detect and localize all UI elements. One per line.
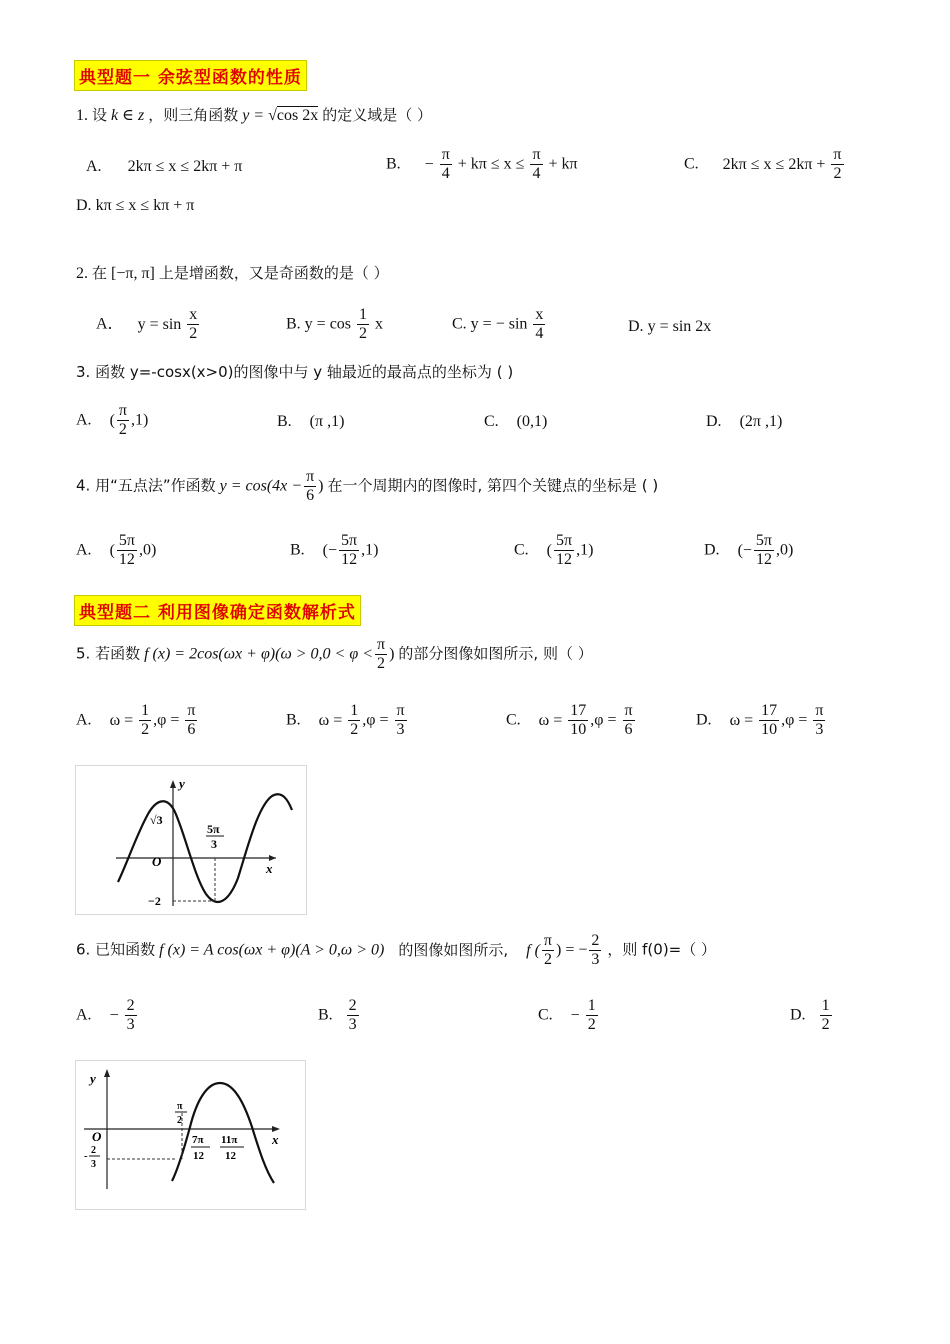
q5-c-label: C.	[506, 711, 521, 729]
q6-origin: O	[92, 1129, 102, 1144]
q4-close: )	[318, 477, 324, 495]
q4-d-end: ,0)	[776, 541, 794, 559]
q4-c-open: (	[546, 541, 552, 559]
q6-option-b	[318, 997, 361, 1035]
q2-b-frac: $\frac{1}{2}$	[359, 306, 368, 343]
q6-curve	[172, 1083, 274, 1183]
q1-sqrt: √cos 2x	[268, 107, 319, 124]
q4-option-b	[290, 532, 378, 570]
q6-a-label: A.	[76, 1006, 92, 1024]
q5-option-b	[286, 702, 409, 740]
question-5	[76, 636, 593, 674]
q4-b-label: B.	[290, 541, 305, 559]
q3-a-frac: $\frac{\pi}{2}$	[118, 402, 127, 439]
q5-b-w: ω =	[318, 711, 343, 729]
q6-v-frac: $\frac{2}{3}$	[591, 932, 600, 969]
q1-post: 的定义域是（ ）	[322, 106, 432, 124]
q5-xmark-den: 3	[211, 837, 217, 851]
q2-a-frac: $\frac{x}{2}$	[189, 306, 198, 343]
q4-pre: 4. 用“五点法”作函数	[76, 476, 216, 495]
q5-a-phi: ,φ =	[153, 711, 180, 729]
q3-b-math: (π ,1)	[309, 413, 345, 430]
q5-d-pfrac: $\frac{\pi}{3}$	[815, 702, 824, 739]
q6-mid: 的图像如图所示,	[398, 940, 509, 959]
q1-a-label: A.	[86, 158, 102, 175]
q6-neg-sign: -	[84, 1150, 88, 1162]
question-3: 3. 函数 y=-cosx(x>0)的图像中与 y 轴最近的最高点的坐标为 ( )	[76, 363, 514, 381]
q2-number: 2.	[76, 265, 88, 282]
q5-graph-svg	[76, 766, 306, 914]
q5-post: 的部分图像如图所示, 则（ ）	[398, 644, 593, 663]
question-1	[76, 104, 432, 125]
q1-mid: ，则三角函数	[148, 106, 239, 124]
q5-min-label: −2	[148, 894, 161, 908]
q4-c-frac: $\frac{5\pi}{12}$	[556, 532, 573, 569]
q5-d-wfrac: $\frac{17}{10}$	[761, 702, 778, 739]
q1-number: 1.	[76, 107, 88, 124]
q5-math: f (x) = 2cos(ωx + φ)(ω > 0,0 < φ <	[144, 645, 373, 663]
q3-b-label: B.	[277, 413, 292, 430]
q5-option-a	[76, 702, 199, 740]
q4-frac: $\frac{\pi}{6}$	[306, 468, 315, 505]
q1-option-d	[76, 197, 194, 215]
q1-option-b	[386, 146, 578, 184]
q6-b-frac: $\frac{2}{3}$	[348, 997, 357, 1034]
q1-c-math: 2kπ ≤ x ≤ 2kπ +	[722, 155, 826, 173]
q6-pre: 6. 已知函数	[76, 940, 156, 959]
q3-a-open: (	[109, 411, 115, 429]
q5-d-w: ω =	[729, 711, 754, 729]
q4-a-open: (	[109, 541, 115, 559]
q5-d-label: D.	[696, 711, 712, 729]
q6-math: f (x) = A cos(ωx + φ)(A > 0,ω > 0)	[159, 941, 385, 959]
section-header-2: 典型题二 利用图像确定函数解析式	[74, 595, 361, 626]
q6-option-c	[538, 997, 600, 1035]
q4-d-frac: $\frac{5\pi}{12}$	[755, 532, 772, 569]
q6-c-sign: −	[570, 1006, 580, 1024]
q6-f-mid: ) = −	[556, 941, 588, 959]
q6-neg-den: 3	[91, 1159, 96, 1170]
q1-b-label: B.	[386, 155, 401, 173]
q4-math: y = cos(4x −	[219, 477, 303, 495]
q1-c-label: C.	[684, 155, 699, 173]
q5-option-c	[506, 702, 637, 740]
q2-b-label: B.	[286, 315, 301, 333]
q4-b-end: ,1)	[361, 541, 379, 559]
q2-b-math: y = cos	[304, 315, 352, 333]
q5-y-arrow	[170, 780, 176, 788]
q5-sqrt3: √3	[150, 813, 163, 827]
q1-option-c	[684, 146, 846, 184]
q4-a-end: ,0)	[138, 541, 157, 559]
q1-c-frac: $\frac{\pi}{2}$	[833, 146, 842, 183]
q6-x-label: x	[272, 1132, 279, 1147]
q4-option-d	[704, 532, 793, 570]
q4-c-label: C.	[514, 541, 529, 559]
q6-c-frac: $\frac{1}{2}$	[587, 997, 596, 1034]
q4-d-label: D.	[704, 541, 720, 559]
q4-post: 在一个周期内的图像时, 第四个关键点的坐标是 ( )	[327, 476, 659, 495]
q5-b-phi: ,φ =	[362, 711, 389, 729]
q1-b-frac1: $\frac{\pi}{4}$	[441, 146, 450, 183]
q1-y-eq: y =	[242, 107, 265, 124]
q4-b-open: (−	[322, 541, 338, 559]
q3-d-math: (2π ,1)	[739, 413, 783, 430]
q2-b-end: x	[375, 315, 384, 333]
q2-d-math: y = sin 2x	[647, 318, 712, 335]
q6-d-frac: $\frac{1}{2}$	[821, 997, 830, 1034]
q2-a-math: y = sin	[137, 315, 182, 333]
q5-curve	[118, 794, 292, 902]
q6-mark1-den: 2	[177, 1115, 182, 1126]
q5-y-label: y	[179, 776, 185, 791]
question-2	[76, 262, 389, 283]
q2-c-math: y = − sin	[470, 315, 528, 333]
q2-option-c	[452, 306, 547, 344]
question-6	[76, 932, 716, 970]
q6-graph	[75, 1060, 306, 1210]
q4-option-a	[76, 532, 156, 570]
q1-b-mid: + kπ ≤ x ≤	[457, 155, 525, 173]
q2-d-label: D.	[628, 318, 644, 335]
q5-c-wfrac: $\frac{17}{10}$	[570, 702, 587, 739]
q2-pre: 在	[92, 264, 108, 282]
q5-c-phi: ,φ =	[590, 711, 617, 729]
q5-pre: 5. 若函数	[76, 644, 141, 663]
q1-b-frac2: $\frac{\pi}{4}$	[532, 146, 541, 183]
q5-x-label: x	[266, 861, 273, 876]
q5-b-pfrac: $\frac{\pi}{3}$	[396, 702, 405, 739]
q1-k-in-z: k ∈ z	[111, 107, 145, 124]
q5-c-pfrac: $\frac{\pi}{6}$	[624, 702, 633, 739]
q6-option-a	[76, 997, 139, 1035]
q3-d-label: D.	[706, 413, 722, 430]
q3-option-b	[277, 413, 344, 431]
q6-y-arrow	[104, 1069, 110, 1077]
q6-graph-svg	[76, 1061, 305, 1209]
q3-a-label: A.	[76, 411, 92, 429]
q5-option-d	[696, 702, 827, 740]
q6-mark2-den: 12	[193, 1150, 204, 1162]
q5-b-wfrac: $\frac{1}{2}$	[350, 702, 359, 739]
q4-a-label: A.	[76, 541, 92, 559]
q2-option-a	[96, 306, 201, 344]
q2-a-label: A．	[96, 315, 124, 333]
q1-d-label: D.	[76, 197, 92, 214]
q6-a-sign: −	[109, 1006, 119, 1024]
q3-c-math: (0,1)	[516, 413, 548, 430]
q5-a-w: ω =	[109, 711, 134, 729]
q3-option-d	[706, 413, 782, 431]
q6-f-open: f (	[526, 941, 540, 959]
q2-option-b	[286, 306, 383, 344]
q5-frac: $\frac{\pi}{2}$	[377, 636, 386, 673]
q3-option-c	[484, 413, 547, 431]
q6-neg-num: 2	[91, 1145, 96, 1156]
q6-c-label: C.	[538, 1006, 553, 1024]
q3-a-end: ,1)	[130, 411, 149, 429]
q6-y-label: y	[90, 1071, 96, 1086]
q6-mark1-num: π	[177, 1101, 183, 1112]
q6-mark3-den: 12	[225, 1150, 236, 1162]
q1-a-math: 2kπ ≤ x ≤ 2kπ + π	[127, 158, 243, 175]
q5-d-phi: ,φ =	[781, 711, 808, 729]
q6-mark3-num: 11π	[221, 1134, 238, 1146]
q2-interval: [−π, π]	[111, 265, 155, 282]
q5-xmark-num: 5π	[207, 822, 220, 836]
q1-b-minus: −	[424, 155, 434, 173]
q2-post: 上是增函数，又是奇函数的是（ ）	[158, 264, 389, 282]
q4-d-open: (−	[737, 541, 752, 559]
q1-b-end: + kπ	[548, 155, 578, 173]
q4-a-frac: $\frac{5\pi}{12}$	[118, 532, 135, 569]
q5-graph	[75, 765, 307, 915]
q2-c-frac: $\frac{x}{4}$	[535, 306, 544, 343]
q1-d-math: kπ ≤ x ≤ kπ + π	[95, 197, 195, 214]
q5-a-label: A.	[76, 711, 92, 729]
q6-mark2-num: 7π	[192, 1134, 204, 1146]
q5-a-pfrac: $\frac{\pi}{6}$	[187, 702, 196, 739]
section-header-1: 典型题一 余弦型函数的性质	[74, 60, 307, 91]
q5-origin: O	[152, 854, 162, 869]
q6-f-frac: $\frac{\pi}{2}$	[543, 932, 552, 969]
q5-a-wfrac: $\frac{1}{2}$	[141, 702, 150, 739]
q1-pre: 设	[92, 106, 108, 124]
q6-option-d	[790, 997, 834, 1035]
q5-c-w: ω =	[538, 711, 563, 729]
q3-option-a	[76, 402, 148, 440]
q5-b-label: B.	[286, 711, 301, 729]
q1-radicand: cos 2x	[276, 107, 319, 124]
q6-a-frac: $\frac{2}{3}$	[126, 997, 135, 1034]
q4-option-c	[514, 532, 593, 570]
q2-c-label: C.	[452, 315, 467, 333]
question-4	[76, 468, 658, 506]
q5-close: )	[389, 645, 395, 663]
q3-c-label: C.	[484, 413, 499, 430]
q2-option-d	[628, 318, 711, 336]
q6-post: ，则 f(0)=（ ）	[607, 940, 717, 959]
q4-c-end: ,1)	[576, 541, 594, 559]
q4-b-frac: $\frac{5\pi}{12}$	[341, 532, 358, 569]
q1-option-a	[86, 158, 242, 176]
q6-b-label: B.	[318, 1006, 333, 1024]
q6-d-label: D.	[790, 1006, 806, 1024]
